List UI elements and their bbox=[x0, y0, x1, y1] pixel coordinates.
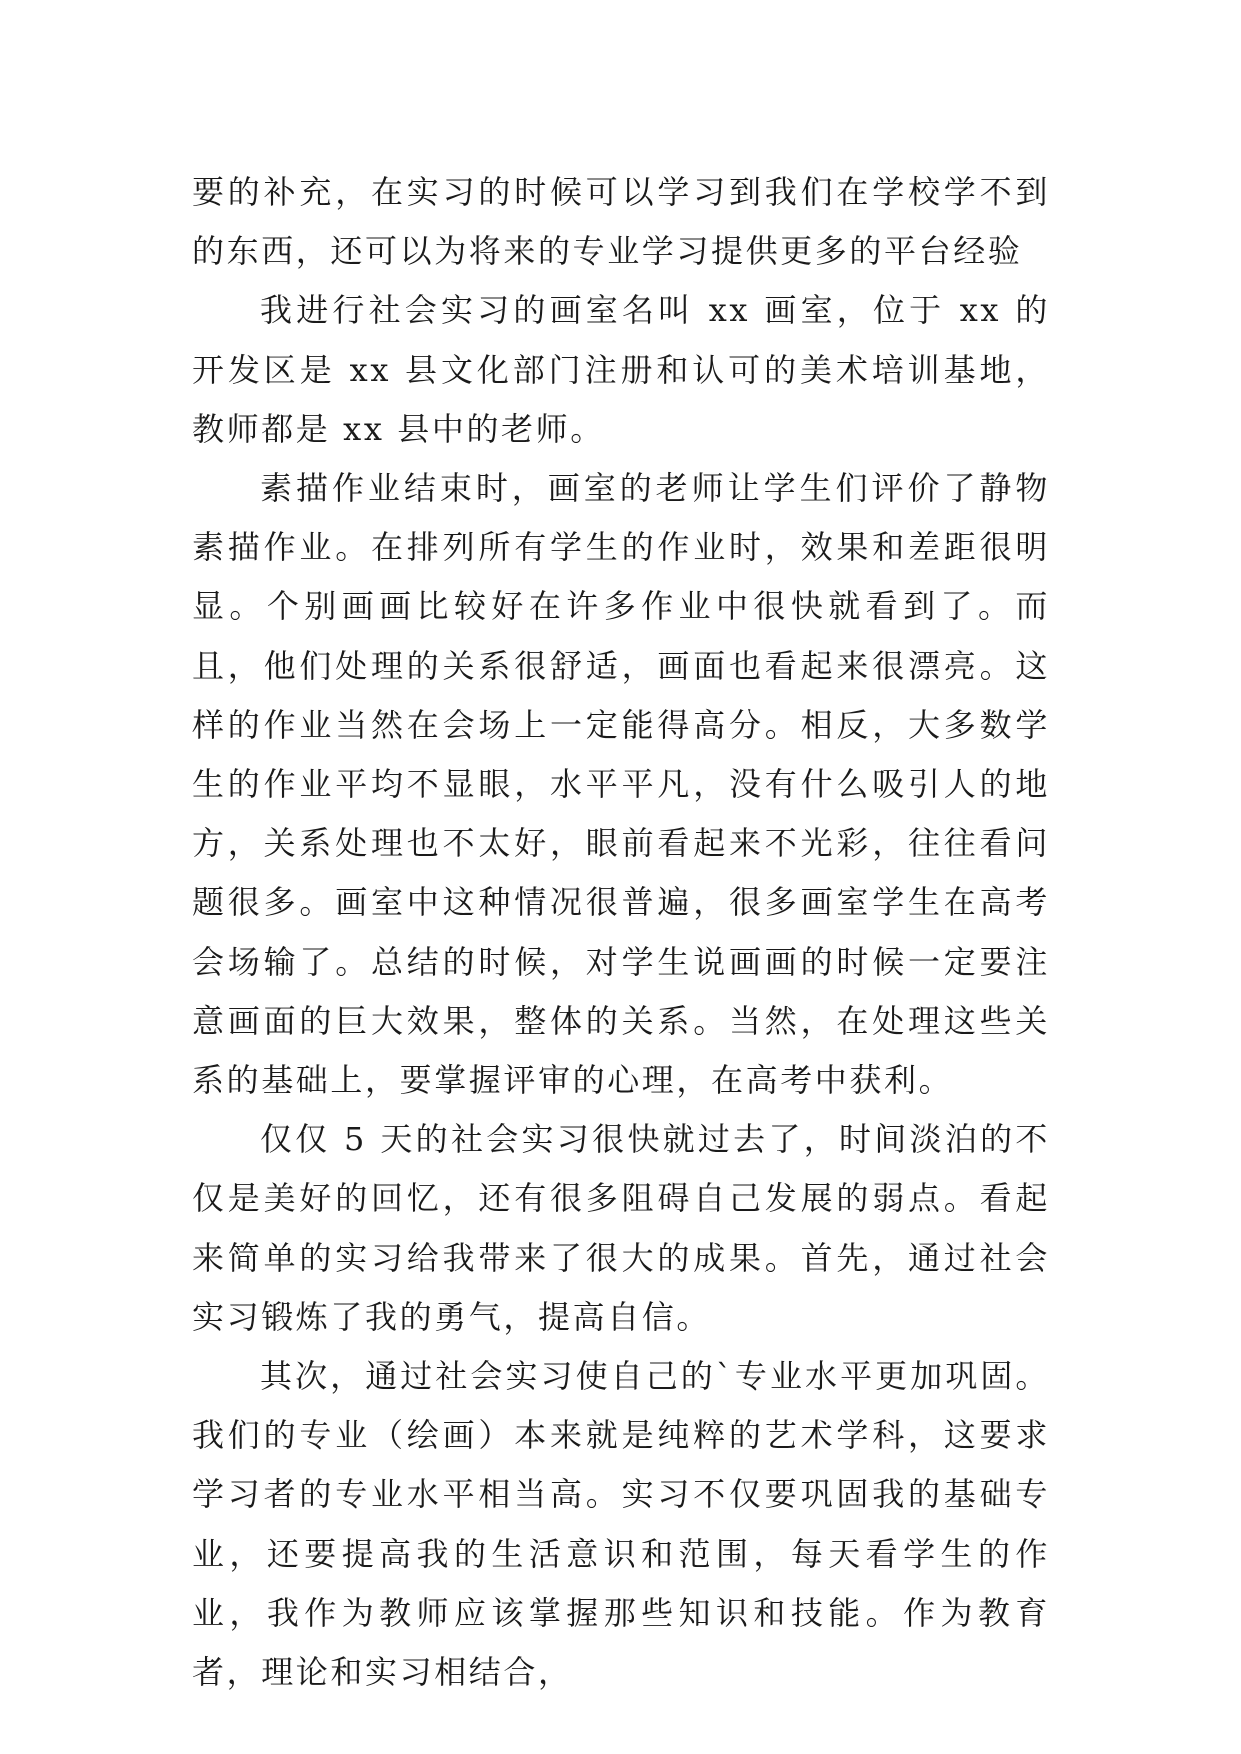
paragraph-sketch-evaluation: 素描作业结束时，画室的老师让学生们评价了静物素描作业。在排列所有学生的作业时，效果和差距很明显。个别画画比较好在许多作业中很快就看到了。而且，他们处理的关系很舒适，画面也看起来很漂亮。这样的作业当然在会场上一定能得高分。相反，大多数学生的作业平均不显眼，水平平凡，没有什么吸引人的地方，关系处理也不太好，眼前看起来不光彩，往往看问题很多。画室中这种情况很普遍，很多画室学生在高考会场输了。总结的时候，对学生说画画的时候一定要注意画面的巨大效果，整体的关系。当然，在处理这些关系的基础上，要掌握评审的心理，在高考中获利。 bbox=[192, 469, 1050, 1100]
paragraph-professional-level: 其次，通过社会实习使自己的`专业水平更加巩固。我们的专业（绘画）本来就是纯粹的艺术学科，这要求学习者的专业水平相当高。实习不仅要巩固我的基础专业，还要提高我的生活意识和范围，每天看学生的作业，我作为教师应该掌握那些知识和技能。作为教育者，理论和实习相结合， bbox=[192, 1357, 1050, 1692]
paragraph-continuation: 要的补充，在实习的时候可以学习到我们在学校学不到的东西，还可以为将来的专业学习提供更多的平台经验 bbox=[192, 173, 1050, 271]
paragraph-studio-intro: 我进行社会实习的画室名叫 xx 画室，位于 xx 的开发区是 xx 县文化部门注册和认可的美术培训基地，教师都是 xx 县中的老师。 bbox=[192, 291, 1050, 448]
paragraph-internship-gains: 仅仅 5 天的社会实习很快就过去了，时间淡泊的不仅是美好的回忆，还有很多阻碍自己发展的弱点。看起来简单的实习给我带来了很大的成果。首先，通过社会实习锻炼了我的勇气，提高自信。 bbox=[192, 1120, 1050, 1336]
document-body bbox=[192, 163, 1050, 1702]
